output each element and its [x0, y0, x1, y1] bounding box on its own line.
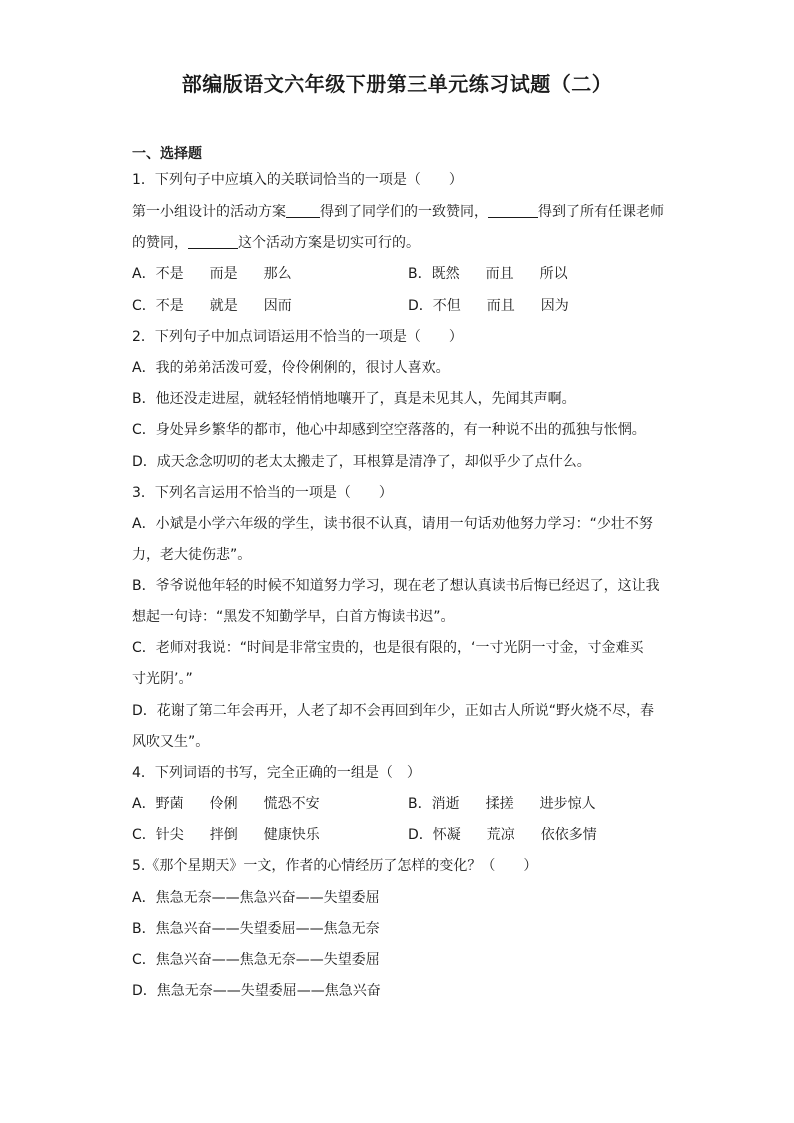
question-4-stem: 4．下列词语的书写，完全正确的一组是（ ） [132, 765, 421, 781]
section-heading: 一、选择题 [132, 146, 202, 162]
option-c [132, 825, 320, 845]
option-a [132, 794, 320, 814]
question-2-option-d: D．成天念念叨叨的老太太搬走了，耳根算是清净了，却似乎少了点什么。 [132, 454, 591, 470]
option-word: 消逝 [431, 796, 460, 812]
question-2-option-b: B．他还没走进屋，就轻轻悄悄地嚷开了，真是未见其人，先闻其声啊。 [132, 391, 576, 407]
question-3-option-c-line-2: 寸光阴’。” [132, 671, 193, 687]
option-word: 不但 [432, 298, 461, 314]
option-word: 进步惊人 [539, 796, 596, 812]
question-2-option-c: C．身处异乡繁华的都市，他心中却感到空空落落的，有一种说不出的孤独与怅惘。 [132, 422, 646, 438]
fill-blank [488, 203, 538, 218]
question-3-option-b-line-2: 想起一句诗：“黑发不知勤学早，白首方悔读书迟”。 [132, 609, 455, 625]
question-3-option-a-line-1: A．小斌是小学六年级的学生，读书很不认真，请用一句话劝他努力学习：“少壮不努 [132, 516, 653, 532]
page-title: 部编版语文六年级下册第三单元练习试题（二） [181, 72, 613, 96]
sentence-part: 的赞同， [132, 235, 188, 251]
question-5-option-a: A．焦急无奈——焦急兴奋——失望委屈 [132, 890, 380, 906]
option-a [132, 264, 292, 284]
question-1-sentence-line-1 [132, 202, 672, 222]
option-d [408, 296, 569, 316]
option-label: A． [132, 796, 156, 812]
question-1-sentence-line-2 [132, 233, 672, 253]
option-label: D． [408, 298, 433, 314]
question-2-option-a: A．我的弟弟活泼可爱，伶伶俐俐的，很讨人喜欢。 [132, 360, 450, 376]
option-word: 因为 [540, 298, 569, 314]
option-word: 那么 [263, 266, 292, 282]
question-2-stem: 2．下列句子中加点词语运用不恰当的一项是（ ） [132, 329, 463, 345]
option-word: 荒凉 [486, 827, 515, 843]
option-label: C． [132, 827, 156, 843]
option-word: 而是 [209, 266, 238, 282]
option-word: 针尖 [155, 827, 184, 843]
option-word: 不是 [155, 266, 184, 282]
option-b [408, 794, 596, 814]
question-3-stem: 3．下列名言运用不恰当的一项是（ ） [132, 485, 393, 501]
question-5-option-c: C．焦急兴奋——焦急无奈——失望委屈 [132, 952, 380, 968]
option-word: 而且 [486, 298, 515, 314]
option-word: 既然 [431, 266, 460, 282]
option-word: 而且 [485, 266, 514, 282]
option-word: 依依多情 [540, 827, 597, 843]
fill-blank [188, 234, 238, 249]
option-word: 拌倒 [209, 827, 238, 843]
option-word: 就是 [209, 298, 238, 314]
sentence-part: 这个活动方案是切实可行的。 [238, 235, 420, 251]
fill-blank [286, 203, 320, 218]
option-c [132, 296, 292, 316]
option-word: 伶俐 [209, 796, 238, 812]
option-label: B． [408, 266, 432, 282]
option-word: 健康快乐 [263, 827, 320, 843]
option-word: 野菌 [155, 796, 184, 812]
option-word: 慌恐不安 [263, 796, 320, 812]
question-3-option-d-line-2: 风吹又生”。 [132, 734, 210, 750]
sentence-part: 第一小组设计的活动方案 [132, 204, 286, 220]
question-3-option-c-line-1: C．老师对我说：“时间是非常宝贵的，也是很有限的，‘一寸光阴一寸金，寸金难买 [132, 640, 644, 656]
option-label: B． [408, 796, 432, 812]
option-word: 不是 [155, 298, 184, 314]
question-3-option-a-line-2: 力，老大徒伤悲”。 [132, 547, 252, 563]
option-word: 怀凝 [432, 827, 461, 843]
option-d [408, 825, 597, 845]
option-word: 所以 [539, 266, 568, 282]
question-5-stem: 5.《那个星期天》一文，作者的心情经历了怎样的变化？（ ） [132, 858, 538, 874]
question-3-option-b-line-1: B．爷爷说他年轻的时候不知道努力学习，现在老了想认真读书后悔已经迟了，这让我 [132, 578, 660, 594]
question-3-option-d-line-1: D．花谢了第二年会再开，人老了却不会再回到年少，正如古人所说“野火烧不尽，春 [132, 703, 655, 719]
question-5-option-d: D．焦急无奈——失望委屈——焦急兴奋 [132, 983, 381, 999]
question-5-option-b: B．焦急兴奋——失望委屈——焦急无奈 [132, 921, 380, 937]
option-word: 揉搓 [485, 796, 514, 812]
option-label: A． [132, 266, 156, 282]
question-1-stem: 1．下列句子中应填入的关联词恰当的一项是（ ） [132, 172, 463, 188]
sentence-part: 得到了所有任课老师 [538, 204, 664, 220]
option-word: 因而 [263, 298, 292, 314]
sentence-part: 得到了同学们的一致赞同， [320, 204, 488, 220]
option-label: D． [408, 827, 433, 843]
option-label: C． [132, 298, 156, 314]
option-b [408, 264, 568, 284]
